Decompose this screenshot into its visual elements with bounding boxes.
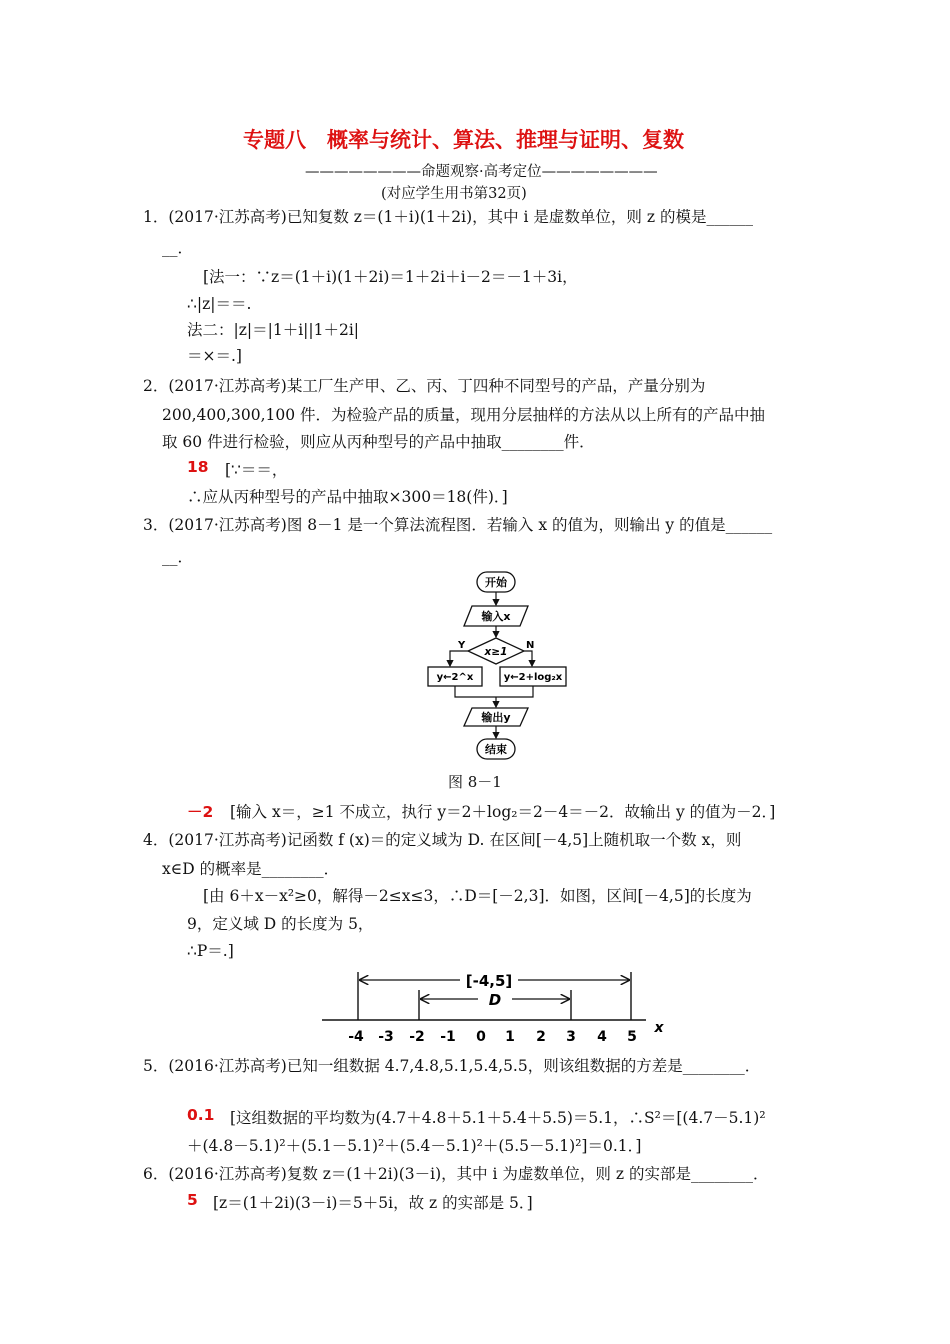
tick-label: 5 [627,1029,637,1045]
q3-answer: －2 [187,803,214,821]
q4-solution-2: 9，定义域 D 的长度为 5， [187,915,374,933]
q6-line1: 6．(2016·江苏高考)复数 z＝(1＋2i)(3－i)，其中 i 为虚数单位，则 z 的实部是________． [143,1165,769,1183]
flow-left-label: y←2^x [436,672,474,683]
flow-right-label: y←2+log₂x [503,672,563,683]
tick-label: 0 [476,1029,486,1045]
q2-line3: 取 60 件进行检验，则应从丙种型号的产品中抽取________件． [162,433,595,451]
page-reference: (对应学生用书第32页) [381,186,527,202]
figure-caption: 图 8－1 [448,773,502,791]
q2-solution-2: ∴应从丙种型号的产品中抽取×300＝18(件)．] [187,488,508,506]
tick-label: 4 [597,1029,607,1045]
q5-line1: 5．(2016·江苏高考)已知一组数据 4.7,4.8,5.1,5.4,5.5，则该组数据的方差是________． [143,1057,761,1075]
q1-solution-3: 法二：|z|＝|1＋i||1＋2i| [187,321,359,339]
q6-answer: 5 [187,1191,198,1209]
q1-solution-4: ＝×＝.] [187,347,242,365]
flowchart [420,566,570,766]
tick-label: 1 [505,1029,515,1045]
q2-answer: 18 [187,458,209,476]
q3-line1: 3．(2017·江苏高考)图 8－1 是一个算法流程图．若输入 x 的值为，则输出 y 的值是______ [143,516,773,534]
q5-solution-1: [这组数据的平均数为(4.7＋4.8＋5.1＋5.4＋5.5)＝5.1，∴S²＝[(4.7－5.1)² [230,1109,766,1127]
axis-variable-label: x [654,1020,664,1036]
q2-solution-1: [∵＝＝， [225,461,288,479]
tick-label: -4 [348,1029,364,1045]
q1-solution-1: [法一：∵z＝(1＋i)(1＋2i)＝1＋2i＋i－2＝－1＋3i， [203,268,578,286]
q2-line2: 200,400,300,100 件．为检验产品的质量，现用分层抽样的方法从以上所有的产品中抽 [162,406,766,424]
q6-solution: [z＝(1＋2i)(3－i)＝5＋5i，故 z 的实部是 5．] [213,1194,533,1212]
flow-end-label: 结束 [485,743,507,756]
flow-decision-label: x≥1 [484,646,508,658]
section-subtitle: ————————命题观察·高考定位———————— [305,164,658,180]
page-title: 专题八 概率与统计、算法、推理与证明、复数 [243,128,684,152]
q1-line2: __． [162,239,194,257]
interval-label: [-4,5] [465,972,513,990]
q3-solution: [输入 x＝，≥1 不成立，执行 y＝2＋log₂＝2－4＝－2．故输出 y 的值为－2．] [230,803,776,821]
q3-line2: __． [162,548,194,566]
flow-yes-label: Y [458,640,466,651]
q4-solution-3: ∴P＝.] [187,942,234,960]
tick-label: 3 [566,1029,576,1045]
domain-label: D [488,991,502,1009]
q2-line1: 2．(2017·江苏高考)某工厂生产甲、乙、丙、丁四种不同型号的产品，产量分别为 [143,377,706,395]
tick-label: -1 [440,1029,456,1045]
q4-line2: x∈D 的概率是________． [162,860,340,878]
q5-solution-2: ＋(4.8－5.1)²＋(5.1－5.1)²＋(5.4－5.1)²＋(5.5－5.1)²]＝0.1．] [187,1137,642,1155]
q4-solution-1: [由 6＋x－x²≥0，解得－2≤x≤3，∴D＝[－2,3]．如图，区间[－4,5]的长度为 [203,887,752,905]
q1-solution-2: ∴|z|＝＝. [187,295,252,313]
flow-input-label: 输入x [481,610,511,623]
flow-output-label: 输出y [481,711,511,724]
tick-label: -2 [409,1029,425,1045]
number-line-figure [318,966,678,1050]
flow-start-label: 开始 [485,576,507,589]
flow-no-label: N [526,640,535,651]
q5-answer: 0.1 [187,1106,215,1124]
q1-line1: 1．(2017·江苏高考)已知复数 z＝(1＋i)(1＋2i)，其中 i 是虚数单位，则 z 的模是______ [143,208,753,226]
tick-label: 2 [536,1029,546,1045]
tick-label: -3 [378,1029,394,1045]
q4-line1: 4．(2017·江苏高考)记函数 f (x)＝的定义域为 D. 在区间[－4,5]上随机取一个数 x，则 [143,831,742,849]
